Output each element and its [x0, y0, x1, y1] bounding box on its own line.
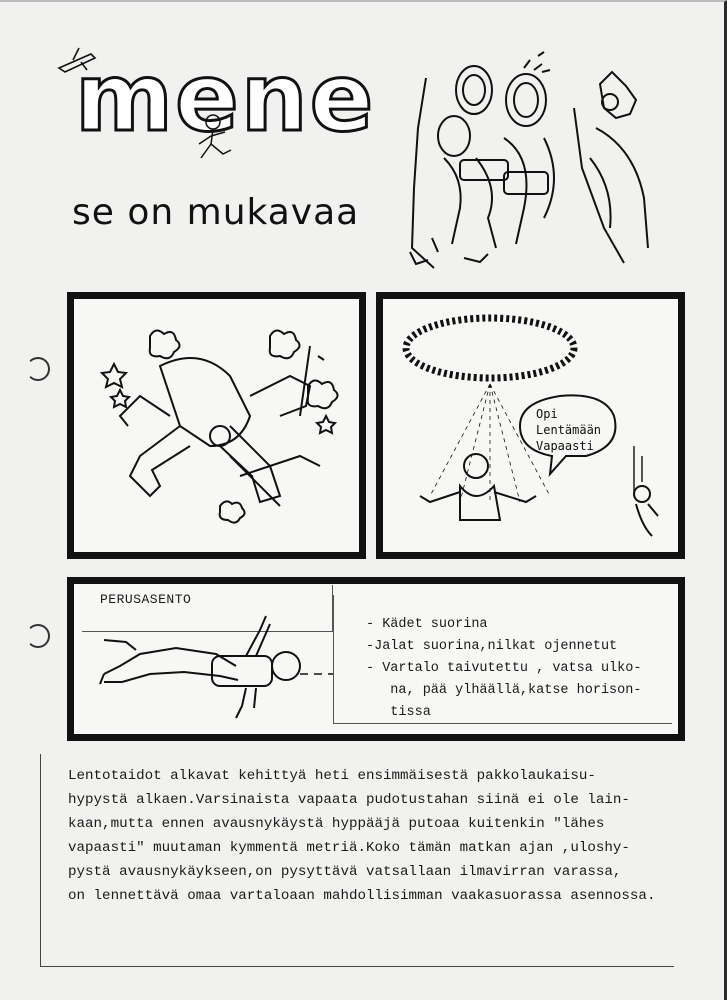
paragraph-line: Lentotaidot alkavat kehittyä heti ensimmäisestä pakkolaukaisu- — [68, 768, 596, 784]
note-item: tissa — [366, 705, 431, 720]
tagline: se on mukavaa — [72, 192, 360, 233]
note-item: - Vartalo taivutettu , vatsa ulko- — [366, 661, 642, 676]
tumbling-skydiver-illustration — [80, 306, 352, 546]
position-notes — [366, 617, 641, 727]
note-item: -Jalat suorina,nilkat ojennetut — [366, 639, 618, 654]
section-label: PERUSASENTO — [100, 592, 192, 607]
paragraph-line: on lennettävä omaa vartaloaan mahdollisimman vaakasuorassa asennossa. — [68, 888, 656, 904]
punch-hole-bottom — [26, 624, 50, 648]
title-text: mene — [75, 44, 375, 153]
paragraph-line: vapaasti" muutaman kymmentä metriä.Koko tämän matkan ajan ,uloshy- — [68, 840, 630, 856]
formation-illustration — [390, 306, 674, 546]
punch-hole-top — [26, 357, 50, 381]
body-paragraph — [68, 768, 655, 912]
speech-line: Vapaasti — [536, 439, 594, 453]
paragraph-line: kaan,mutta ennen avausnykäystä hyppääjä putoaa kuitenkin "lähes — [68, 816, 605, 832]
speech-line: Opi — [536, 407, 558, 421]
speech-line: Lentämään — [536, 423, 602, 437]
title-logo — [55, 40, 375, 190]
arch-position-illustration — [96, 610, 336, 720]
speech-bubble — [536, 406, 626, 454]
paragraph-line: pystä avausnykäykseen,on pysyttävä vatsallaan ilmavirran varassa, — [68, 864, 622, 880]
paragraph-line: hypystä alkaen.Varsinaista vapaata pudotustahan siinä ei ole lain- — [68, 792, 630, 808]
note-item: na, pää ylhäällä,katse horison- — [366, 683, 642, 698]
note-item: - Kädet suorina — [366, 617, 488, 632]
plane-door-illustration — [404, 48, 654, 276]
